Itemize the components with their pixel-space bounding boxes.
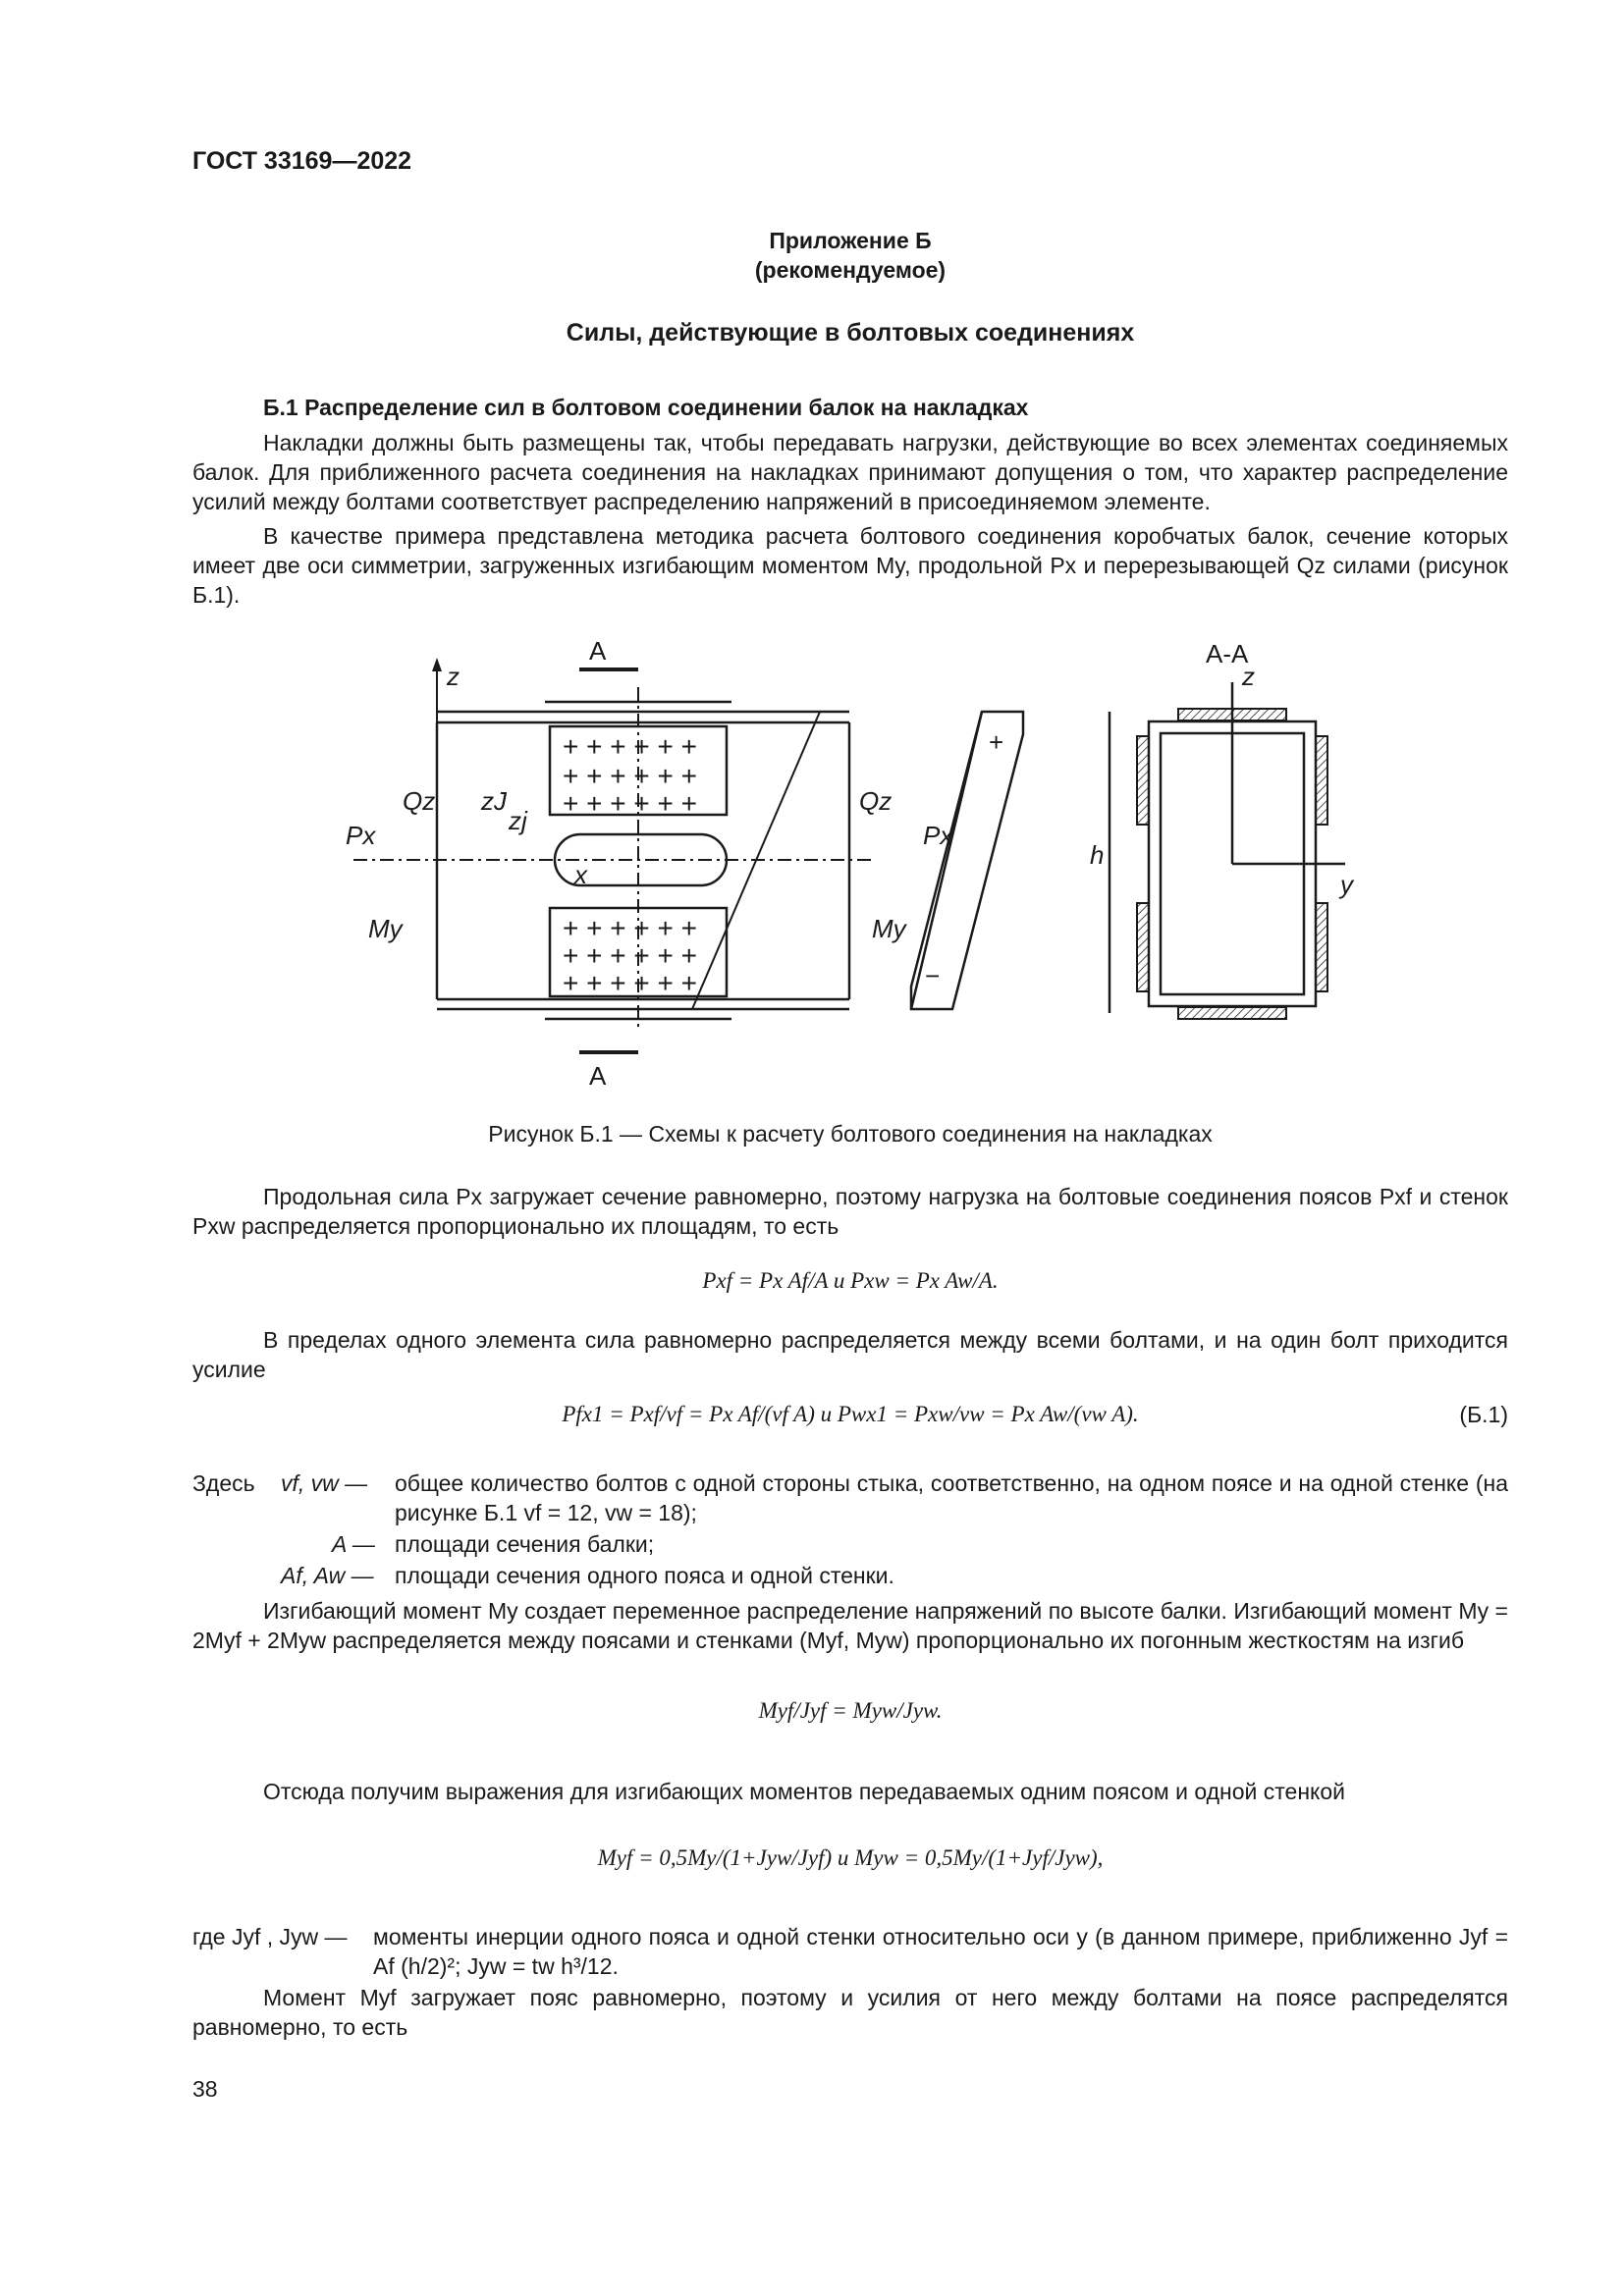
svg-text:+ + + + + +: + + + + + + (563, 913, 698, 943)
where-text: моменты инерции одного пояса и одной стенки относительно оси y (в данном примере, приближенно Jyf = Af (h/2)²; Jyw = tw h³/12. (373, 1924, 1508, 1979)
appendix-status: (рекомендуемое) (754, 257, 947, 283)
subsection-title: Б.1 Распределение сил в болтовом соединении балок на накладках (263, 395, 1029, 420)
svg-text:+ + + + + +: + + + + + + (563, 731, 698, 762)
zj-label: zj (509, 806, 527, 835)
section-mark-top: А (589, 636, 607, 666)
h-label: h (1090, 840, 1105, 870)
def-1-text: общее количество болтов с одной стороны стыка, соответственно, на одном поясе и на одной стенке (на рисунке Б.1 vf = 12, vw = 18); (395, 1470, 1508, 1525)
z-axis-label-section: z (1242, 662, 1255, 691)
paragraph-1: Накладки должны быть размещены так, чтобы передавать нагрузки, действующие во всех элементах соединяемых балок. Для приближенного расчета соединения на накладках принимают допущения о том, что характер распределение усилий между болтами соответствует распределению напряжений в присоединяемом элементе. (192, 430, 1508, 514)
figure-caption: Рисунок Б.1 — Схемы к расчету болтового соединения на накладках (488, 1121, 1213, 1147)
qz-right-label: Qz (859, 786, 893, 816)
def-2-text: площади сечения балки; (395, 1531, 655, 1557)
svg-text:+ + + + + +: + + + + + + (563, 761, 698, 791)
svg-text:+ + + + + +: + + + + + + (563, 940, 698, 971)
section-mark-bottom: А (589, 1061, 607, 1091)
x-axis-label: x (574, 860, 587, 889)
def-1-symbol: vf, vw — (281, 1470, 368, 1496)
y-axis-label: y (1340, 870, 1353, 899)
zJ-label: zJ (481, 786, 507, 816)
paragraph-3: Продольная сила Px загружает сечение равномерно, поэтому нагрузка на болтовые соединения поясов Pxf и стенок Pxw распределяется пропорционально их площадям, то есть (192, 1184, 1508, 1239)
formula-2: Pfx1 = Pxf/vf = Px Af/(vf A) и Pwx1 = Pxw/vw = Px Aw/(vw A). (562, 1402, 1139, 1426)
where-symbol: где Jyf , Jyw — (192, 1924, 348, 1949)
page-number: 38 (192, 2076, 218, 2102)
formula-4: Myf = 0,5My/(1+Jyw/Jyf) и Myw = 0,5My/(1+Jyf/Jyw), (597, 1845, 1104, 1870)
minus-sign: − (925, 961, 941, 990)
qz-left-label: Qz (403, 786, 436, 816)
px-right-label: Px (923, 821, 953, 850)
appendix-title: Приложение Б (769, 228, 932, 253)
svg-text:+ + + + + +: + + + + + + (563, 788, 698, 819)
svg-text:+ + + + + +: + + + + + + (563, 968, 698, 998)
plus-sign: + (989, 727, 1004, 757)
def-2-symbol: A — (332, 1531, 375, 1557)
section-view-label: А-А (1206, 639, 1249, 668)
def-3-text: площади сечения одного пояса и одной стенки. (395, 1563, 894, 1588)
paragraph-6: Отсюда получим выражения для изгибающих моментов передаваемых одним поясом и одной стенкой (263, 1779, 1345, 1804)
formula-3: Myf/Jyf = Myw/Jyw. (758, 1698, 943, 1723)
standard-header: ГОСТ 33169—2022 (192, 147, 412, 175)
paragraph-7: Момент Myf загружает пояс равномерно, поэтому и усилия от него между болтами на поясе распределятся равномерно, то есть (192, 1985, 1508, 2040)
definitions-intro: Здесь (192, 1470, 255, 1496)
section-title: Силы, действующие в болтовых соединениях (566, 319, 1135, 347)
my-right-label: My (872, 914, 906, 943)
px-left-label: Px (346, 821, 376, 850)
paragraph-5: Изгибающий момент My создает переменное распределение напряжений по высоте балки. Изгибающий момент My = 2Myf + 2Myw распределяется между поясами и стенками (Myf, Myw) пропорционально их погонным жесткостям на изгиб (192, 1598, 1508, 1653)
z-axis-label: z (447, 662, 460, 691)
figure-b1 (324, 628, 1404, 1099)
paragraph-2: В качестве примера представлена методика расчета болтового соединения коробчатых балок, сечение которых имеет две оси симметрии, загруженных изгибающим моментом My, продольной Px и перерезывающей Qz силами (рисунок Б.1). (192, 523, 1508, 608)
my-left-label: My (368, 914, 403, 943)
paragraph-4: В пределах одного элемента сила равномерно распределяется между всеми болтами, и на один болт приходится усилие (192, 1327, 1508, 1382)
formula-2-number: (Б.1) (1459, 1402, 1508, 1427)
formula-1: Pxf = Px Af/A и Pxw = Px Aw/A. (702, 1268, 999, 1293)
def-3-symbol: Af, Aw — (281, 1563, 374, 1588)
